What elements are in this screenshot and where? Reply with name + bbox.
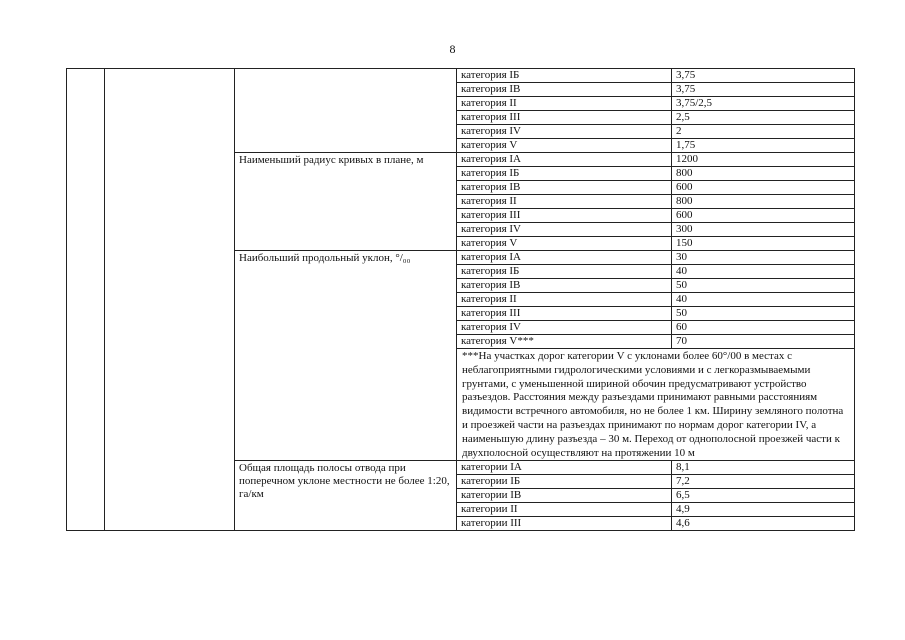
category-cell: категории IВ [457, 489, 672, 503]
category-cell: категория II [457, 293, 672, 307]
table-body [67, 69, 855, 531]
value-cell: 50 [672, 307, 855, 321]
page-number: 8 [449, 42, 456, 56]
category-cell: категория IВ [457, 181, 672, 195]
value-cell: 1200 [672, 153, 855, 167]
category-cell: категория III [457, 307, 672, 321]
value-cell: 6,5 [672, 489, 855, 503]
value-cell: 300 [672, 223, 855, 237]
value-cell: 150 [672, 237, 855, 251]
parameter-name-cell [235, 69, 457, 153]
value-cell: 1,75 [672, 139, 855, 153]
value-cell: 30 [672, 251, 855, 265]
value-cell: 50 [672, 279, 855, 293]
category-cell: категория V [457, 139, 672, 153]
category-cell: категория IV [457, 223, 672, 237]
category-cell: категория IV [457, 125, 672, 139]
parameter-name-cell: Наибольший продольный уклон, °/₀₀ [235, 251, 457, 461]
category-cell: категория IБ [457, 69, 672, 83]
category-cell: категория IВ [457, 83, 672, 97]
value-cell: 4,6 [672, 517, 855, 531]
category-cell: категории II [457, 503, 672, 517]
table-row [67, 69, 855, 83]
value-cell: 4,9 [672, 503, 855, 517]
category-cell: категория III [457, 111, 672, 125]
value-cell: 40 [672, 293, 855, 307]
section-column-cell [105, 69, 235, 531]
value-cell: 800 [672, 195, 855, 209]
value-cell: 8,1 [672, 461, 855, 475]
value-cell: 600 [672, 181, 855, 195]
category-cell: категория IБ [457, 167, 672, 181]
value-cell: 60 [672, 321, 855, 335]
value-cell: 600 [672, 209, 855, 223]
value-cell: 3,75 [672, 83, 855, 97]
value-cell: 3,75/2,5 [672, 97, 855, 111]
category-cell: категория V*** [457, 335, 672, 349]
road-parameters-table [66, 68, 855, 531]
value-cell: 70 [672, 335, 855, 349]
value-cell: 2 [672, 125, 855, 139]
category-cell: категория IВ [457, 279, 672, 293]
value-cell: 40 [672, 265, 855, 279]
category-cell: категория IБ [457, 265, 672, 279]
value-cell: 7,2 [672, 475, 855, 489]
value-cell: 800 [672, 167, 855, 181]
parameter-name-cell: Наименьший радиус кривых в плане, м [235, 153, 457, 251]
category-cell: категория V [457, 237, 672, 251]
value-cell: 3,75 [672, 69, 855, 83]
category-cell: категория IА [457, 251, 672, 265]
category-cell: категория IV [457, 321, 672, 335]
parameter-name-cell: Общая площадь полосы отвода при поперечном уклоне местности не более 1:20, га/км [235, 461, 457, 531]
category-cell: категории IБ [457, 475, 672, 489]
category-cell: категория II [457, 97, 672, 111]
value-cell: 2,5 [672, 111, 855, 125]
footnote-cell: ***На участках дорог категории V с уклонами более 60°/00 в местах с неблагоприятными гидрологическими условиями и с легкоразмываемыми грунтами, с уменьшенной шириной обочин предусматривают устройство разъездов. Расстояния между разъездами принимают равными расстояниям видимости встречного автомобиля, но не более 1 км. Ширину земляного полотна и проезжей части на разъездах принимают по нормам дорог категории IV, а наименьшую длину разъезда – 30 м. Переход от однополосной проезжей части к двухполосной осуществляют на протяжении 10 м [457, 349, 855, 461]
number-column-cell [67, 69, 105, 531]
category-cell: категория III [457, 209, 672, 223]
category-cell: категория IА [457, 153, 672, 167]
category-cell: категории IА [457, 461, 672, 475]
category-cell: категории III [457, 517, 672, 531]
category-cell: категория II [457, 195, 672, 209]
